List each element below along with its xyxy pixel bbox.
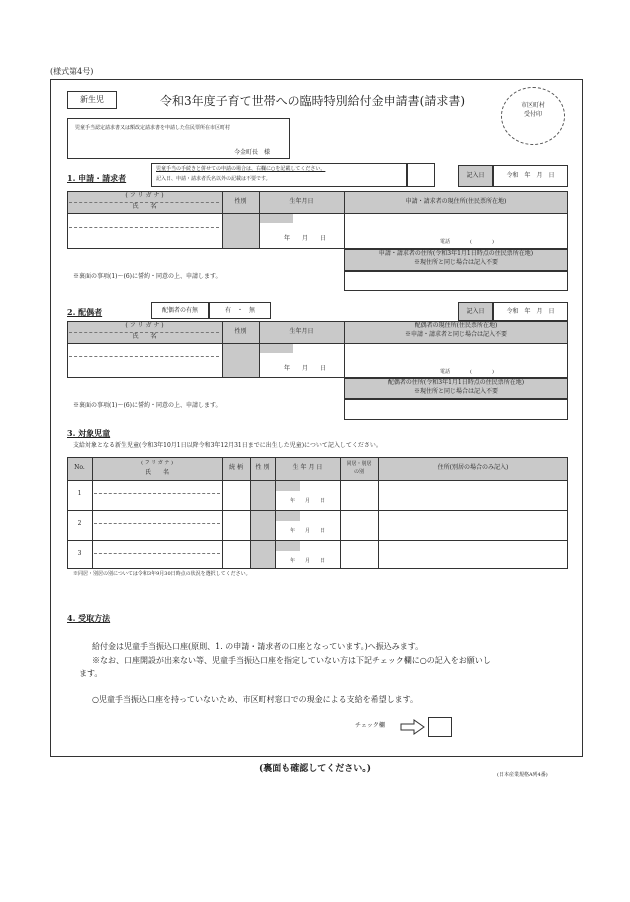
reception-stamp <box>501 87 565 145</box>
section1-note: 記入日、申請・請求者氏名以外の記載は不要です。 <box>156 176 271 182</box>
check-label: チェック欄 <box>355 722 385 729</box>
section2-heading: 2. 配偶者 <box>67 307 103 317</box>
col-sex: 性 別 <box>255 464 270 471</box>
sex-label: 性別 <box>234 328 247 335</box>
past-address-label: 申請・請求者の住所(令和3年1月1日時点の住民票所在地) <box>378 250 534 257</box>
entry-date-label: 記入日 <box>458 165 493 187</box>
section1-check-box[interactable] <box>407 163 435 187</box>
sex-label: 性別 <box>234 198 247 205</box>
col-relation: 続 柄 <box>229 464 243 471</box>
birth-date-label: 生年月日 <box>289 198 314 205</box>
col-cohabit: 同居・別居 <box>346 461 372 467</box>
child-era-cell <box>275 510 300 521</box>
entry-date-field[interactable]: 令和 年 月 日 <box>493 302 568 321</box>
oath-text: ※裏面の事項(1)～(6)に誓約・同意の上、申請します。 <box>73 402 222 409</box>
name-label: 氏 名 <box>132 203 157 210</box>
child-birth-field[interactable]: 年 月 日 <box>290 528 326 534</box>
section4-para2: ます。 <box>79 669 103 678</box>
section3-footnote: ※同居・別居の別については令和3年9月30日時点の状況を選択してください。 <box>73 571 251 577</box>
spouse-presence-label: 配偶者の有無 <box>151 302 209 319</box>
section3-description: 支給対象となる新生児童(令和3年10月1日以降令和3年12月31日までに出生した児童)について記入してください。 <box>73 442 382 449</box>
back-side-note: (裏面も確認してください。) <box>258 764 372 774</box>
child-birth-field[interactable]: 年 月 日 <box>290 498 326 504</box>
spouse-past-address-note: ※現住所と同じ場合は記入不要 <box>413 388 498 395</box>
recipient-note: 児童手当認定請求書又は額改定請求書を申請した住民票所在市区町村 <box>75 125 231 131</box>
current-address-label: 申請・請求者の現住所(住民票所在地) <box>405 198 507 205</box>
applicant-era-cell <box>259 213 293 223</box>
col-name: 氏 名 <box>144 469 169 476</box>
section4-para3: ○児童手当振込口座を持っていないため、市区町村窓口での現金による支給を希望します。 <box>92 695 419 704</box>
birth-date-field[interactable]: 年 月 日 <box>284 365 327 372</box>
category-badge: 新生児 <box>67 91 117 109</box>
child-birth-field[interactable]: 年 月 日 <box>290 558 326 564</box>
spouse-current-address-note: ※申請・請求者と同じ場合は記入不要 <box>404 331 507 338</box>
spouse-current-address-label: 配偶者の現住所(住民票所在地) <box>414 322 498 329</box>
oath-text: ※裏面の事項(1)～(6)に誓約・同意の上、申請します。 <box>73 273 222 280</box>
col-cohabit: の別 <box>353 469 364 475</box>
section1-heading: 1. 申請・請求者 <box>67 173 127 183</box>
stamp-label: 受付印 <box>523 111 542 118</box>
row-number: 3 <box>77 550 82 557</box>
furigana-label: ( フ リ ガ ナ ) <box>125 192 164 199</box>
spouse-era-cell <box>259 343 293 353</box>
entry-date-label: 記入日 <box>458 302 493 321</box>
col-birth: 生 年 月 日 <box>292 464 323 471</box>
row-number: 1 <box>77 490 82 497</box>
section3-heading: 3. 対象児童 <box>67 428 111 438</box>
paper-size-note: (日本産業規格A列4番) <box>497 772 548 778</box>
arrow-right-icon <box>400 719 426 735</box>
section4-para1: 給付金は児童手当振込口座(原則、1. の申請・請求者の口座となっています。)へ振込みます。 <box>92 642 424 651</box>
row-number: 2 <box>77 520 82 527</box>
spouse-presence-options[interactable]: 有 ・ 無 <box>209 302 271 319</box>
col-furigana: ( フ リ ガ ナ ) <box>141 460 173 466</box>
col-address: 住所(別居の場合のみ記入) <box>437 464 509 471</box>
furigana-label: ( フ リ ガ ナ ) <box>125 322 164 329</box>
phone-label: 電話 ( ) <box>440 239 494 245</box>
past-address-note: ※現住所と同じ場合は記入不要 <box>413 259 498 266</box>
child-era-cell <box>275 540 300 551</box>
section4-para2: ※なお、口座開設が出来ない等、児童手当振込口座を指定していない方は下記チェック欄に○の記入をお願いし <box>92 656 491 665</box>
stamp-label: 市区町村 <box>520 102 545 109</box>
mayor-addressee: 今金町長 様 <box>234 149 271 156</box>
page-title: 令和3年度子育て世帯への臨時特別給付金申請書(請求書) <box>160 94 466 108</box>
col-no: No. <box>74 464 85 471</box>
birth-date-field[interactable]: 年 月 日 <box>284 235 327 242</box>
spouse-past-address-label: 配偶者の住所(令和3年1月1日時点の住民票所在地) <box>387 379 525 386</box>
past-address-field[interactable] <box>344 271 568 291</box>
birth-date-label: 生年月日 <box>289 328 314 335</box>
spouse-sex-cell[interactable] <box>222 343 259 377</box>
applicant-sex-cell[interactable] <box>222 213 259 248</box>
name-label: 氏 名 <box>132 333 157 340</box>
phone-label: 電話 ( ) <box>440 369 494 375</box>
cash-payment-check-box[interactable] <box>428 717 452 737</box>
section1-note: 児童手当の手続きと併せての申請の場合は、右欄に○を記載してください。 <box>156 166 326 172</box>
form-number: (様式第4号) <box>50 67 94 76</box>
entry-date-field[interactable]: 令和 年 月 日 <box>493 165 568 187</box>
section4-heading: 4. 受取方法 <box>67 613 111 623</box>
spouse-past-address-field[interactable] <box>344 399 568 420</box>
children-sex-column[interactable] <box>250 480 275 568</box>
child-era-cell <box>275 480 300 491</box>
